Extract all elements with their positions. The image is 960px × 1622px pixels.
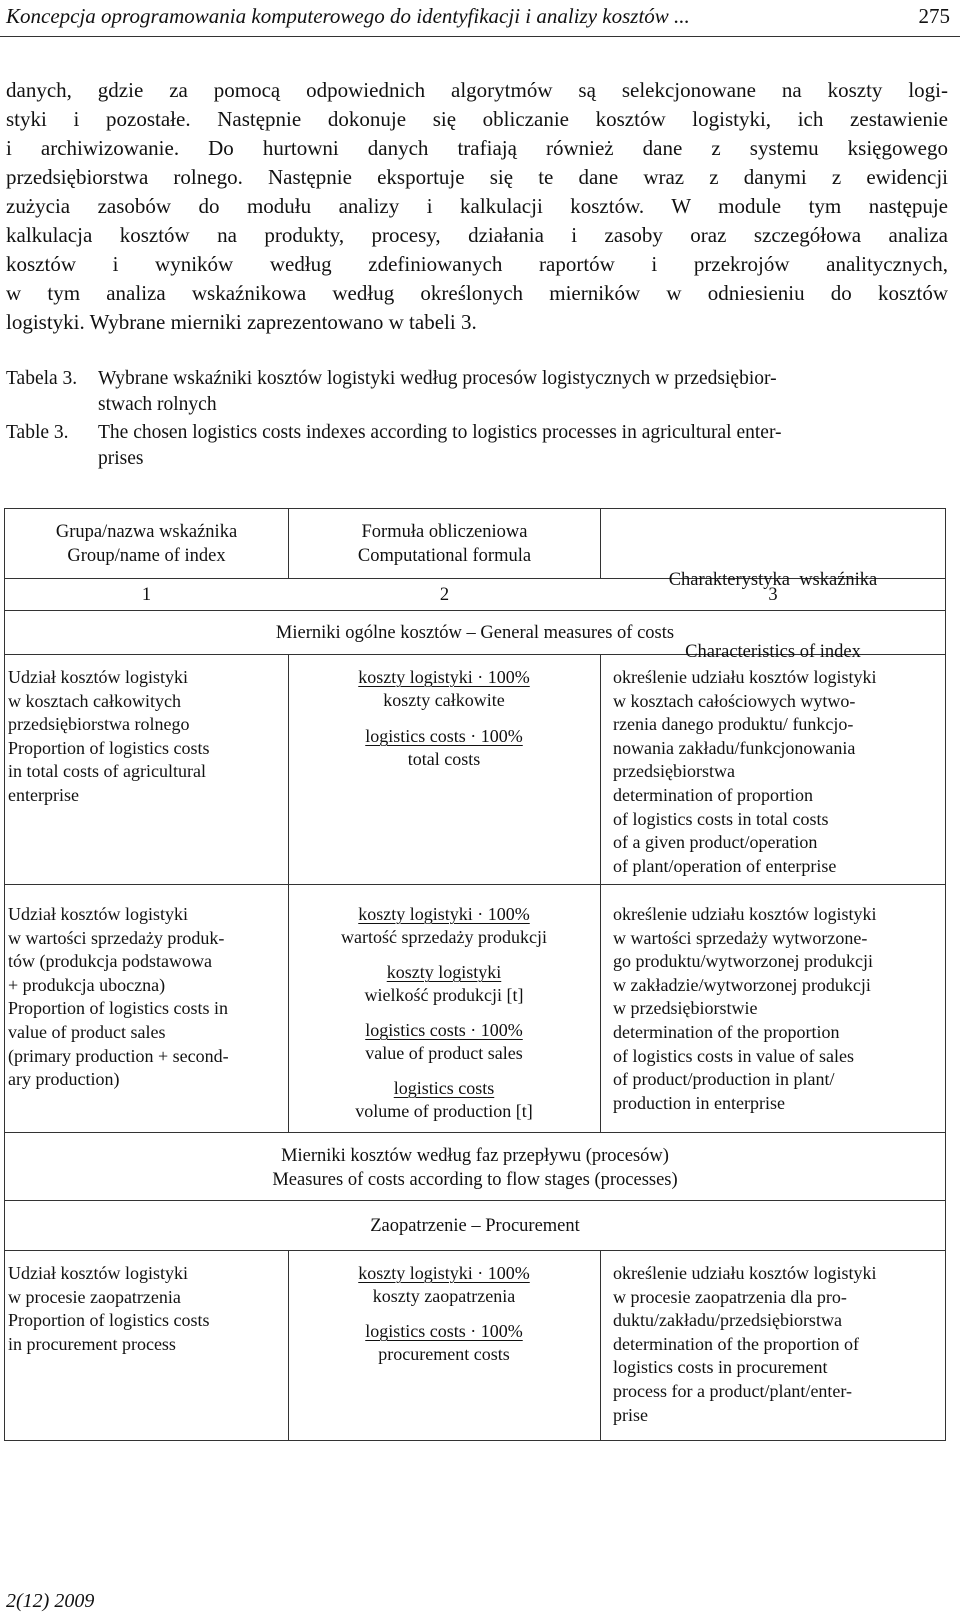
running-title: Koncepcja oprogramowania komputerowego do identyfikacji i analizy kosztów ...	[6, 4, 690, 28]
formula	[299, 1019, 589, 1065]
char-line: określenie udziału kosztów logistyki	[613, 904, 877, 924]
formula	[299, 1262, 589, 1308]
column-number-2: 2	[439, 585, 450, 605]
formula	[299, 666, 589, 712]
table-right-rule	[945, 508, 946, 1440]
char-line: of product/production in plant/	[613, 1069, 835, 1090]
caption-title-pl-cont: stwach rolnych	[98, 394, 217, 415]
char-line: nowania zakładu/funkcjonowania	[613, 737, 856, 758]
name-line: przedsiębiorstwa rolnego	[8, 714, 190, 735]
header-cell-group	[5, 520, 288, 568]
formula-numerator: koszty logistyki · 100%	[358, 904, 530, 924]
body-line: danych, gdzie za pomocą odpowiednich algorytmów są selekcjonowane na koszty logi-	[6, 78, 948, 102]
char-line: of plant/operation of enterprise	[613, 855, 837, 876]
table-top-rule	[4, 508, 946, 509]
name-line: Proportion of logistics costs	[8, 1310, 210, 1331]
body-line: przedsiębiorstwa rolnego. Następnie eksportuje się te dane wraz z danymi z ewidencji	[6, 165, 948, 189]
formula-denominator: procurement costs	[378, 1344, 510, 1364]
char-line: w procesie zaopatrzenia dla pro-	[613, 1286, 847, 1307]
table-bottom-rule	[4, 1440, 946, 1441]
formula-denominator: value of product sales	[365, 1043, 523, 1063]
header-group-en: Group/name of index	[67, 546, 226, 566]
section-flow-en: Measures of costs according to flow stages (processes)	[272, 1170, 678, 1190]
caption-label-en: Table 3.	[6, 422, 69, 443]
table-row-2-characteristics	[613, 903, 876, 1115]
formula-numerator: logistics costs · 100%	[365, 1020, 523, 1040]
header-characteristics-pl: Charakterystyka wskaźnika	[668, 570, 878, 590]
formula-numerator: logistics costs · 100%	[365, 726, 523, 746]
caption-label-pl: Tabela 3.	[6, 368, 78, 389]
body-line: logistyki. Wybrane mierniki zaprezentowano w tabeli 3.	[6, 310, 477, 334]
header-group-pl: Grupa/nazwa wskaźnika	[55, 522, 238, 542]
char-line: go produktu/wytworzonej produkcji	[613, 951, 873, 972]
body-line: w tym analiza wskaźnikowa według określonych mierników w odniesieniu do kosztów	[6, 281, 948, 305]
row2-bottom-rule	[4, 1132, 946, 1133]
formula-denominator: koszty całkowite	[383, 690, 505, 710]
caption-title-en: The chosen logistics costs indexes according to logistics processes in agricultural enter-	[98, 422, 782, 443]
header-cell-formula	[289, 520, 600, 568]
formula-denominator: total costs	[407, 749, 481, 769]
name-line: w wartości sprzedaży produk-	[8, 927, 225, 948]
body-line: kalkulacja kosztów na produkty, procesy, działania i zasoby oraz szczegółowa analiza	[6, 223, 948, 247]
formula	[299, 725, 589, 771]
name-line: Proportion of logistics costs	[8, 737, 210, 758]
section-general-measures: Mierniki ogólne kosztów – General measures of costs	[275, 623, 675, 643]
char-line: duktu/zakładu/przedsiębiorstwa	[613, 1310, 842, 1331]
char-line: w wartości sprzedaży wytworzone-	[613, 927, 868, 948]
table-left-rule	[4, 508, 5, 1440]
char-line: w przedsiębiorstwie	[613, 998, 758, 1019]
caption-title-pl: Wybrane wskaźniki kosztów logistyki według procesów logistycznych w przedsiębior-	[98, 368, 777, 389]
table-row-3-characteristics	[613, 1262, 876, 1427]
issue-footer: 2(12) 2009	[6, 1590, 95, 1612]
col2-divider-body	[600, 654, 601, 1132]
section-flow-pl: Mierniki kosztów według faz przepływu (procesów)	[281, 1146, 669, 1166]
name-line: w procesie zaopatrzenia	[8, 1286, 181, 1307]
body-line: kosztów i wyników według zdefiniowanych raportów i przekrojów analitycznych,	[6, 252, 948, 276]
char-line: przedsiębiorstwa	[613, 761, 735, 782]
column-number-3: 3	[768, 585, 778, 605]
formula	[299, 961, 589, 1007]
char-line: production in enterprise	[613, 1092, 785, 1113]
name-line: value of product sales	[8, 1021, 166, 1042]
name-line: + produkcja uboczna)	[8, 974, 166, 995]
col2-divider-procurement	[600, 1250, 601, 1440]
char-line: of logistics costs in total costs	[613, 808, 829, 829]
table-row-1-characteristics	[613, 666, 876, 878]
char-line: logistics costs in procurement	[613, 1357, 828, 1378]
table-row-3-name	[8, 1262, 210, 1356]
header-rule	[0, 36, 960, 37]
char-line: prise	[613, 1404, 648, 1425]
body-line: i archiwizowanie. Do hurtowni danych trafiają również dane z systemu księgowego	[6, 136, 948, 160]
header-characteristics-en: Characteristics of index	[685, 642, 861, 662]
formula-numerator: koszty logistyki · 100%	[358, 667, 530, 687]
formula-numerator: logistics costs	[393, 1078, 495, 1098]
formula-numerator: logistics costs · 100%	[365, 1321, 523, 1341]
char-line: process for a product/plant/enter-	[613, 1380, 853, 1401]
name-line: Udział kosztów logistyki	[8, 1263, 188, 1283]
body-line: zużycia zasobów do modułu analizy i kalkulacji kosztów. W module tym następuje	[6, 194, 948, 218]
formula	[299, 903, 589, 949]
name-line: (primary production + second-	[8, 1045, 229, 1066]
formula	[299, 1077, 589, 1123]
table-row-2-name	[8, 903, 229, 1092]
col1-divider-body	[288, 654, 289, 1132]
name-line: w kosztach całkowitych	[8, 690, 181, 711]
char-line: w zakładzie/wytworzonej produkcji	[613, 974, 871, 995]
formula-denominator: wartość sprzedaży produkcji	[341, 927, 547, 947]
section-procurement: Zaopatrzenie – Procurement	[370, 1216, 580, 1236]
char-line: określenie udziału kosztów logistyki	[613, 667, 877, 687]
name-line: enterprise	[8, 784, 79, 805]
char-line: determination of the proportion	[613, 1021, 840, 1042]
section-flow-rule	[4, 1200, 946, 1201]
name-line: tów (produkcja podstawowa	[8, 951, 212, 972]
formula-denominator: volume of production [t]	[355, 1101, 533, 1121]
formula-denominator: wielkość produkcji [t]	[364, 985, 524, 1005]
caption-title-en-cont: prises	[98, 448, 144, 469]
col1-divider-procurement	[288, 1250, 289, 1440]
body-line: styki i pozostałe. Następnie dokonuje się obliczanie kosztów logistyki, ich zestawienie	[6, 107, 948, 131]
table-row-1-name	[8, 666, 210, 808]
char-line: w kosztach całościowych wytwo-	[613, 690, 856, 711]
name-line: ary production)	[8, 1069, 120, 1090]
section-flow-measures	[5, 1144, 945, 1192]
char-line: of a given product/operation	[613, 832, 818, 853]
char-line: of logistics costs in value of sales	[613, 1045, 854, 1066]
row1-bottom-rule	[4, 884, 946, 885]
name-line: Udział kosztów logistyki	[8, 667, 188, 687]
page-number: 275	[918, 4, 950, 28]
char-line: determination of proportion	[613, 784, 813, 805]
name-line: Udział kosztów logistyki	[8, 904, 188, 924]
name-line: Proportion of logistics costs in	[8, 998, 228, 1019]
name-line: in procurement process	[8, 1333, 176, 1354]
formula-denominator: koszty zaopatrzenia	[372, 1286, 516, 1306]
formula-numerator: koszty logistyki · 100%	[358, 1263, 530, 1283]
name-line: in total costs of agricultural	[8, 761, 206, 782]
char-line: determination of the proportion of	[613, 1333, 859, 1354]
char-line: rzenia danego produktu/ funkcjo-	[613, 714, 854, 735]
column-number-1: 1	[141, 585, 152, 605]
char-line: określenie udziału kosztów logistyki	[613, 1263, 877, 1283]
header-formula-en: Computational formula	[357, 546, 532, 566]
formula	[299, 1320, 589, 1366]
formula-numerator: koszty logistyki	[386, 962, 502, 982]
header-formula-pl: Formuła obliczeniowa	[361, 522, 528, 542]
section-procurement-rule	[4, 1250, 946, 1251]
